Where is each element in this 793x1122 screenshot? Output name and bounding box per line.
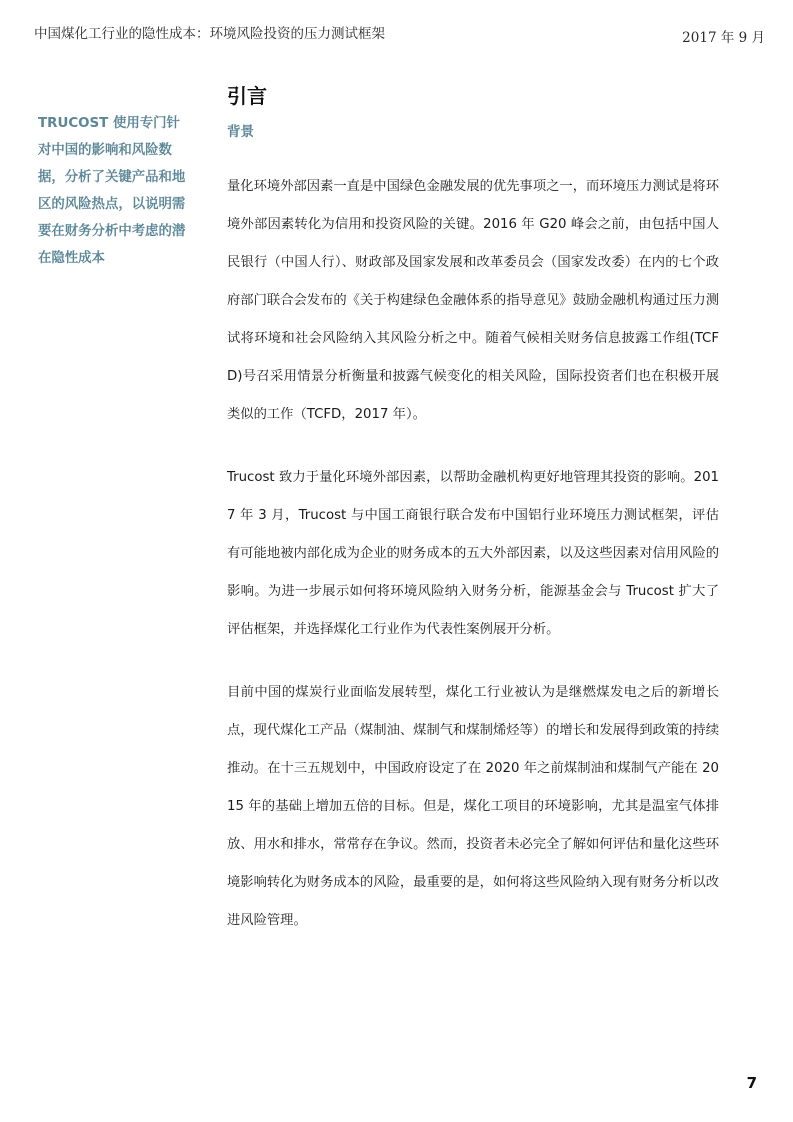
paragraph-1: 量化环境外部因素一直是中国绿色金融发展的优先事项之一，而环境压力测试是将环境外部因素转化为信用和投资风险的关键。2016 年 G20 峰会之前，由包括中国人民银行（中国人行）、财政部及国家发展和改革委员会（国家发改委）在内的七个政府部门联合会发布的《关于构建绿色金融体系的指导意见》鼓励金融机构通过压力测试将环境和社会风险纳入其风险分析之中。随着气候相关财务信息披露工作组(TCFD)号召采用情景分析衡量和披露气候变化的相关风险，国际投资者们也在积极开展类似的工作（TCFD，2017 年）。 <box>227 179 719 422</box>
page-number: 7 <box>746 1074 757 1092</box>
running-title: 中国煤化工行业的隐性成本：环境风险投资的压力测试框架 <box>34 26 385 42</box>
paragraph-3: 目前中国的煤炭行业面临发展转型，煤化工行业被认为是继燃煤发电之后的新增长点，现代煤化工产品（煤制油、煤制气和煤制烯烃等）的增长和发展得到政策的持续推动。在十三五规划中，中国政府设定了在 2020 年之前煤制油和煤制气产能在 2015 年的基础上增加五倍的目标。但是，煤化工项目的环境影响，尤其是温室气体排放、用水和排水，常常存在争议。然而，投资者未必完全了解如何评估和量化这些环境影响转化为财务成本的风险，最重要的是，如何将这些风险纳入现有财务分析以改进风险管理。 <box>227 685 719 928</box>
sidebar-callout: TRUCOST 使用专门针对中国的影响和风险数据，分析了关键产品和地区的风险热点，以说明需要在财务分析中考虑的潜在隐性成本 <box>38 116 186 266</box>
section-heading: 引言 <box>227 84 267 108</box>
paragraph-2: Trucost 致力于量化环境外部因素，以帮助金融机构更好地管理其投资的影响。2017 年 3 月，Trucost 与中国工商银行联合发布中国铝行业环境压力测试框架，评估有可能地被内部化成为企业的财务成本的五大外部因素，以及这些因素对信用风险的影响。为进一步展示如何将环境风险纳入财务分析，能源基金会与 Trucost 扩大了评估框架，并选择煤化工行业作为代表性案例展开分析。 <box>227 470 719 637</box>
subsection-heading: 背景 <box>227 124 254 140</box>
main-content <box>227 82 719 940</box>
publication-date: 2017 年 9 月 <box>682 30 765 46</box>
